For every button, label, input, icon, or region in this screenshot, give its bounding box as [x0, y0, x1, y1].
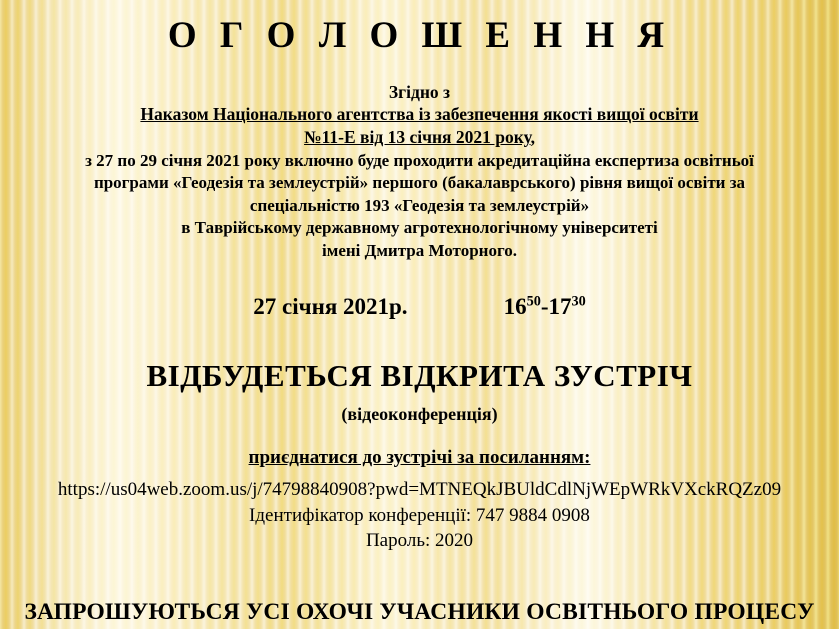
- schedule-row: [8, 294, 831, 320]
- intro-block: [8, 81, 831, 149]
- time-to-minutes: 30: [571, 293, 586, 310]
- body-line-4: в Таврійському державному агротехнологічному університеті: [181, 218, 658, 238]
- body-line-2: програми «Геодезія та землеустрій» першого (бакалаврського) рівня вищої освіти за: [93, 173, 746, 193]
- body-block: [8, 150, 831, 262]
- page-title: О Г О Л О Ш Е Н Н Я: [167, 15, 672, 56]
- time-from-hours: 16: [503, 294, 527, 320]
- footer-invitation: ЗАПРОШУЮТЬСЯ УСІ ОХОЧІ УЧАСНИКИ ОСВІТНЬОГО ПРОЦЕСУ: [24, 599, 815, 625]
- intro-line-1: Згідно з: [388, 81, 451, 102]
- body-line-3: спеціальністю 193 «Геодезія та землеустрій»: [249, 195, 590, 215]
- join-label: приєднатися до зустрічі за посиланням:: [248, 447, 591, 469]
- meeting-headline: ВІДБУДЕТЬСЯ ВІДКРИТА ЗУСТРІЧ: [146, 358, 693, 394]
- order-number-line: [8, 126, 831, 149]
- conference-password: Пароль: 2020: [365, 530, 474, 552]
- zoom-link[interactable]: https://us04web.zoom.us/j/74798840908?pwd=MTNEQkJBUldCdlNjWEpWRkVXckRQZz09: [57, 479, 782, 501]
- event-date: 27 січня 2021р.: [253, 294, 408, 320]
- order-authority-line: Наказом Національного агентства із забезпечення якості вищої освіти: [140, 104, 699, 125]
- order-number-comma: ,: [530, 127, 535, 148]
- time-from-minutes: 50: [526, 293, 541, 310]
- time-to-hours: 17: [548, 294, 572, 320]
- order-number-text: №11-Е від 13 січня 2021 року: [304, 127, 531, 148]
- meeting-subtitle: (відеоконференція): [341, 404, 498, 425]
- event-time: [504, 294, 586, 320]
- time-dash: -: [540, 294, 549, 320]
- body-line-1: з 27 по 29 січня 2021 року включно буде проходити акредитаційна експертиза освітньої: [85, 150, 754, 170]
- conference-id: Ідентифікатор конференції: 747 9884 0908: [249, 504, 590, 526]
- body-line-5: імені Дмитра Моторного.: [322, 240, 517, 260]
